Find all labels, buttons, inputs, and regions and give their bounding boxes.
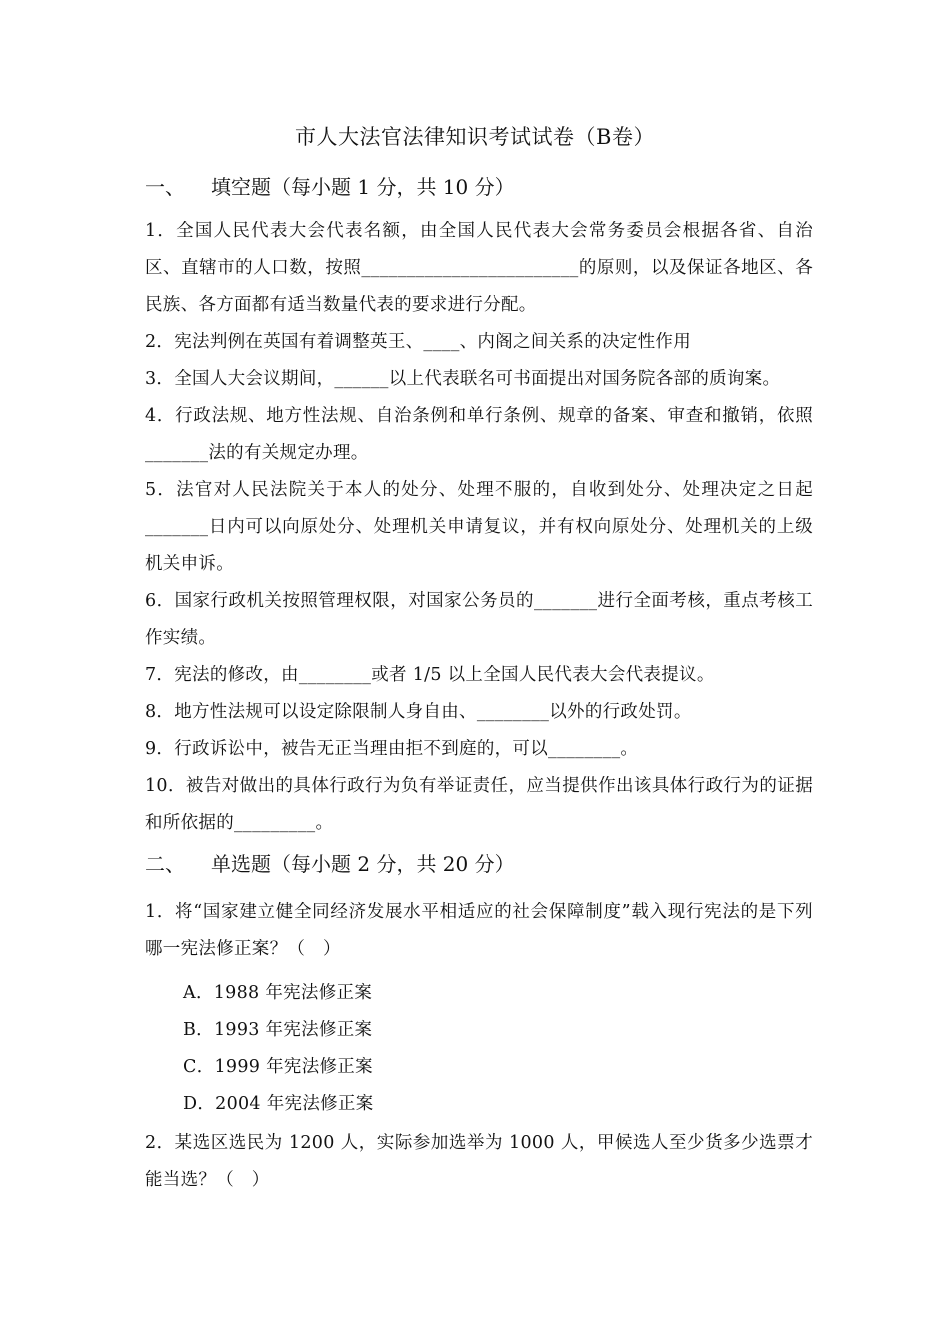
fill-question-9: 9．行政诉讼中，被告无正当理由拒不到庭的，可以________。 [145, 739, 639, 759]
choice-question-1: 1．将“国家建立健全同经济发展水平相适应的社会保障制度”载入现行宪法的是下列哪一宪法修正案？（ ） [145, 902, 813, 959]
choice-option-a: A．1988 年宪法修正案 [183, 983, 373, 1003]
section-title: 填空题（每小题 1 分，共 10 分） [211, 175, 515, 199]
section-title: 单选题（每小题 2 分，共 20 分） [211, 852, 515, 876]
fill-question-7: 7．宪法的修改，由________或者 1/5 以上全国人民代表大会代表提议。 [145, 665, 715, 685]
section-number: 二、 [145, 852, 185, 876]
fill-question-5: 5．法官对人民法院关于本人的处分、处理不服的，自收到处分、处理决定之日起_______日内可以向原处分、处理机关申请复议，并有权向原处分、处理机关的上级机关申诉。 [145, 480, 813, 574]
choice-option-b: B．1993 年宪法修正案 [183, 1020, 373, 1040]
fill-question-2: 2．宪法判例在英国有着调整英王、____、内阁之间关系的决定性作用 [145, 332, 692, 352]
fill-question-1: 1．全国人民代表大会代表名额，由全国人民代表大会常务委员会根据各省、自治区、直辖市的人口数，按照________________________的原则，以及保证各地区、各民族、各方面都有适当数量代表的要求进行分配。 [145, 221, 813, 315]
section-single-choice-heading [145, 849, 515, 879]
fill-question-8: 8．地方性法规可以设定除限制人身自由、________以外的行政处罚。 [145, 702, 692, 722]
section-fill-blank-heading [145, 172, 515, 202]
choice-option-c: C．1999 年宪法修正案 [183, 1057, 373, 1077]
choice-option-d: D．2004 年宪法修正案 [183, 1094, 374, 1114]
section-number: 一、 [145, 175, 185, 199]
fill-question-4: 4．行政法规、地方性法规、自治条例和单行条例、规章的备案、审查和撤销，依照_______法的有关规定办理。 [145, 406, 813, 463]
exam-title: 市人大法官法律知识考试试卷（B卷） [295, 125, 655, 149]
fill-question-3: 3．全国人大会议期间，______以上代表联名可书面提出对国务院各部的质询案。 [145, 369, 781, 389]
fill-question-10: 10．被告对做出的具体行政行为负有举证责任，应当提供作出该具体行政行为的证据和所依据的_________。 [145, 776, 813, 833]
choice-question-2: 2．某选区选民为 1200 人，实际参加选举为 1000 人，甲候选人至少货多少选票才能当选？（ ） [145, 1133, 813, 1190]
fill-question-6: 6．国家行政机关按照管理权限，对国家公务员的_______进行全面考核，重点考核工作实绩。 [145, 591, 813, 648]
